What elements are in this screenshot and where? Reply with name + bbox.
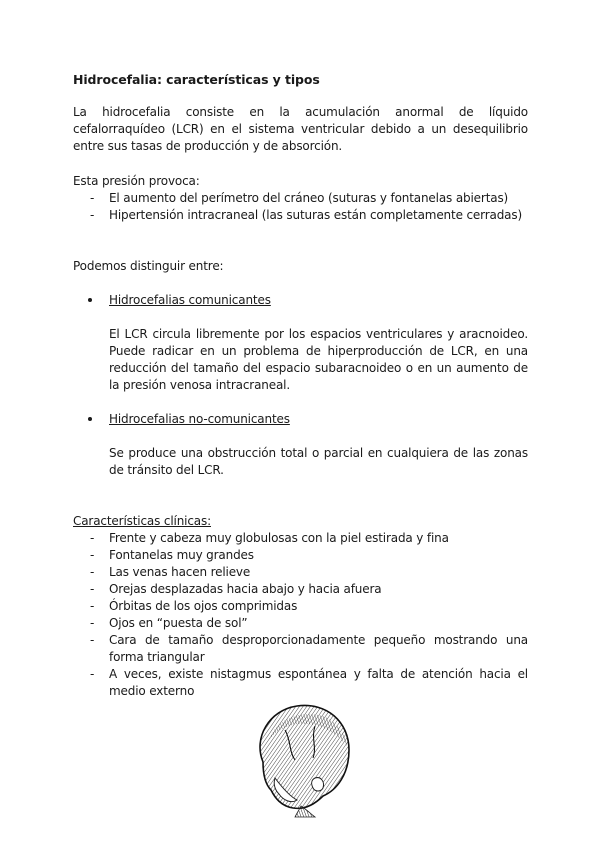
dash-marker: - [90,565,95,579]
hydrocephalus-head-illustration [245,700,355,818]
type-description-comunicantes: El LCR circula libremente por los espacios ventriculares y aracnoideo. Puede radicar en un problema de hiperproducción de LCR, en una reducción del tamaño del espacio subaracnoideo o en un aumento de la presión venosa intracraneal. [109,327,528,392]
dash-marker: - [90,616,95,630]
list-item: - Orejas desplazadas hacia abajo y hacia afuera [90,582,382,596]
list-item: - A veces, existe nistagmus espontánea y falta de atención hacia el medio externo [90,667,528,698]
type-name: Hidrocefalias no-comunicantes [109,412,290,426]
distinguish-text: Podemos distinguir entre: [73,259,224,273]
dash-marker: - [90,191,95,205]
dash-marker: - [90,582,95,596]
list-item: - Cara de tamaño desproporcionadamente pequeño mostrando una forma triangular [90,633,528,664]
dash-marker: - [90,531,95,545]
type-description-no-comunicantes: Se produce una obstrucción total o parcial en cualquiera de las zonas de tránsito del LCR. [109,446,528,477]
bullet-icon [88,298,92,302]
bullet-icon [88,417,92,421]
dash-marker: - [90,667,95,681]
dash-marker: - [90,208,95,222]
list-item: - Hipertensión intracraneal (las suturas están completamente cerradas) [90,208,523,222]
pressure-list [73,190,528,224]
dash-marker: - [90,599,95,613]
list-item: - Las venas hacen relieve [90,565,251,579]
dash-marker: - [90,633,95,647]
list-item: - El aumento del perímetro del cráneo (suturas y fontanelas abiertas) [90,191,509,205]
list-item: - Fontanelas muy grandes [90,548,254,562]
clinical-list [73,530,528,700]
list-item: - Órbitas de los ojos comprimidas [90,599,298,613]
clinical-heading: Características clínicas: [73,514,211,528]
document-title: Hidrocefalia: características y tipos [73,72,320,87]
intro-paragraph: La hidrocefalia consiste en la acumulación anormal de líquido cefalorraquídeo (LCR) en el sistema ventricular debido a un desequilibrio entre sus tasas de producción y de absorción. [73,105,528,153]
list-item: - Frente y cabeza muy globulosas con la piel estirada y fina [90,531,449,545]
type-name: Hidrocefalias comunicantes [109,293,271,307]
pressure-heading: Esta presión provoca: [73,174,200,188]
dash-marker: - [90,548,95,562]
list-item: - Ojos en “puesta de sol” [90,616,248,630]
